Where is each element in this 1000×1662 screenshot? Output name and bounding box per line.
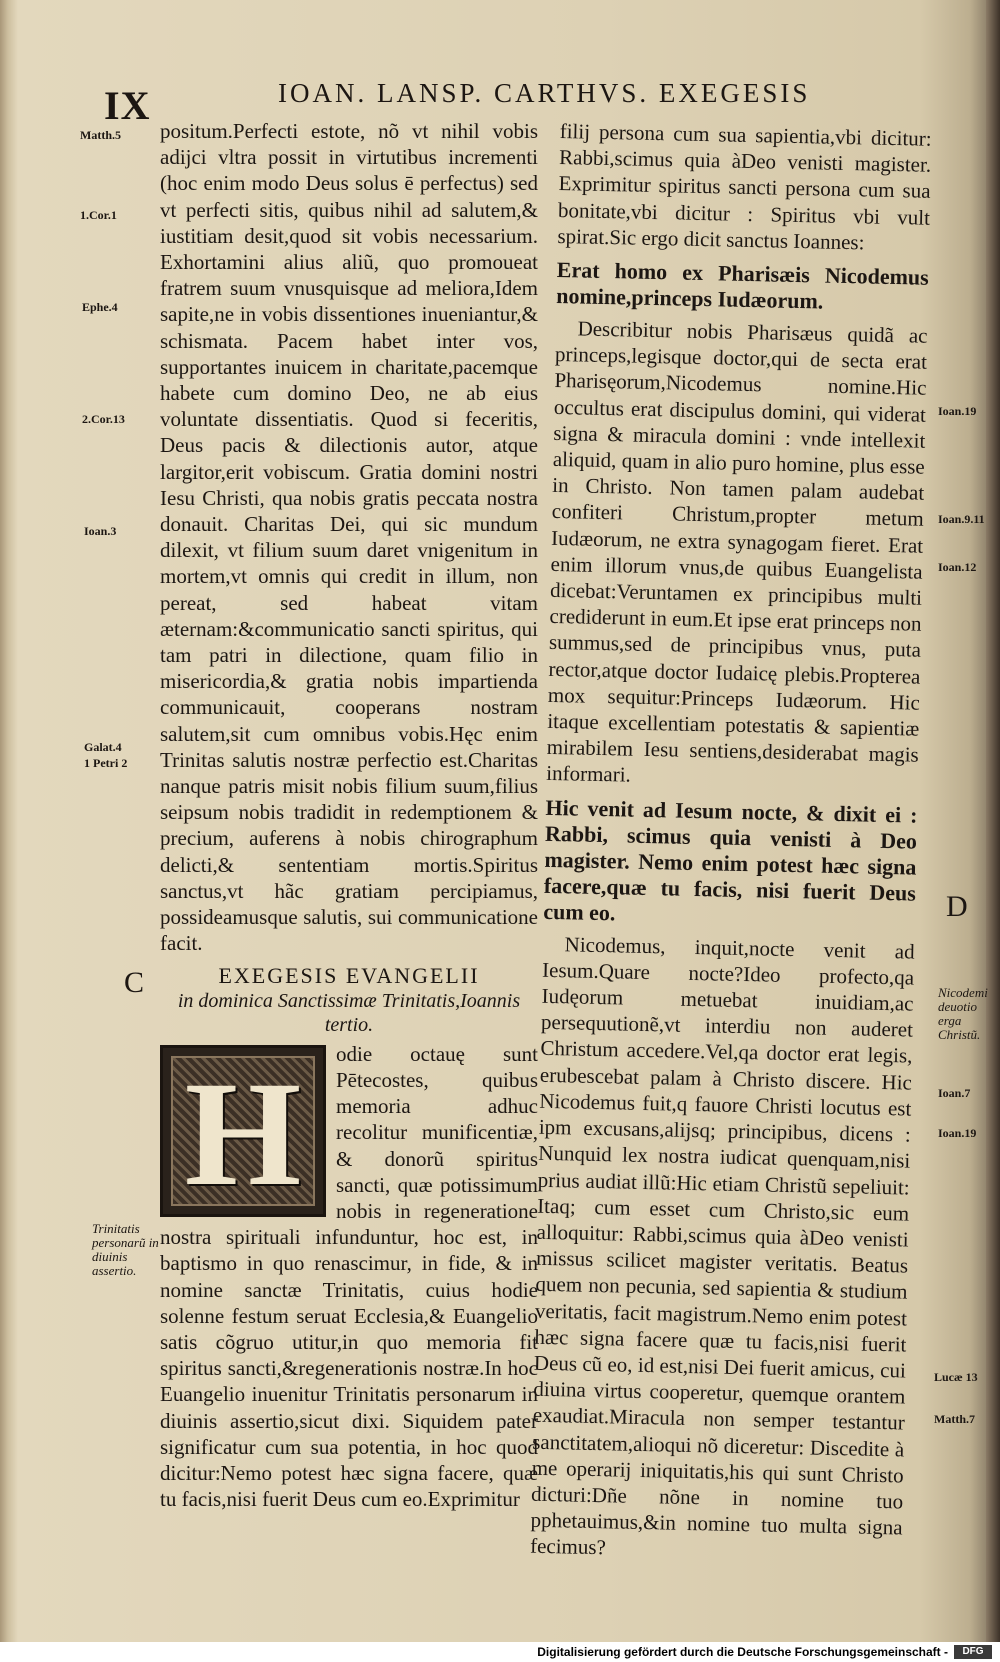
section-title-sub: in dominica Sanctissimæ Trinitatis,Ioannis tertio. [177, 989, 521, 1036]
margin-note-ioan19: Ioan.19 [938, 404, 977, 418]
margin-note-1cor1: 1.Cor.1 [80, 208, 117, 222]
right-paragraph-3: Nicodemus, inquit,nocte venit ad Iesum.Quare nocte?Ideo profecto,qa Iudęorum metuebat inuidiam,ac persequutionẽ,vt interdiu non auderet Christum accedere.Vel,qa doctor erat legis, erubescebat palam à Christo discere. Hic Nicodemus fuit,q fauore Christi locutus est ipm excusans,alijsq; principibus, dicens : Nunquid lex nostra iudicat quenquam,nisi prius audiat illũ:Hic etiam Christũ sepeliuit: Itaq; cum esset cum Christo,sic eum alloquitur: Rabbi,scimus quia àDeo venisti missus scilicet magister veritatis. Beatus quem non pecunia, sed sapientia & studium veritatis, facit magistrum.Nemo enim potest hæc signa facere quæ tu facis,nisi fuerit Deus cũ eo, id est,nisi Dei fuerit amicus, cui diuina virtus cooperetur, quemque orantem exaudiat.Miracula non semper testantur sanctitatem,alioqui nõ diceretur: Discedite à me operarij iniquitatis,his qui sunt Christo dicturi:Dñe nõne in nomine tuo pphetauimus,&in nomine tuo multa signa fecimus? [529, 931, 915, 1560]
right-paragraph-2: Describitur nobis Pharisæus quidã ac princeps,legisque doctor,qui de secta erat Pharisęorum,Nicodemus nomine.Hic occultus erat discipulus domini, qui viderat signa & miracula domini : vnde intellexit aliquid, quam in alio puro homine, plus esse in Christo. Non tamen palam audebat confiteri Christum,propter metum Iudæorum, ne extra synagogam fieret. Erat enim illorum vnus,de quibus Euangelista dicebat:Veruntamen ex principibus multi crediderunt in eum.Et ipse erat princeps non summus,sed de principibus vnus, puta rector,atque doctor Iudaicę plebis.Propterea mox sequitur:Princeps Iudæorum. Hic itaque excellentiam potestatis & sapientiæ mirabilem Iesu sentiens,desiderabat magis informari. [546, 316, 928, 788]
margin-note-galat4: Galat.4 [84, 740, 122, 754]
initial-letter: H [184, 1050, 302, 1217]
page-edge [986, 0, 1000, 1662]
margin-note-ephe4: Ephe.4 [82, 300, 118, 314]
digitization-footer [0, 1642, 1000, 1662]
margin-note-matth7: Matth.7 [934, 1412, 975, 1426]
margin-note-nicodemi: Nicodemi deuotio erga Christũ. [938, 985, 988, 1042]
margin-note-matth5: Matth.5 [80, 128, 121, 142]
gospel-lemma-1: Erat homo ex Pharisæis Nicodemus nomine,princeps Iudæorum. [556, 256, 930, 314]
margin-note-ioan7: Ioan.7 [938, 1086, 971, 1100]
section-title [160, 963, 538, 1037]
folio-number: IX [104, 83, 151, 128]
section-letter-c: C [124, 966, 145, 999]
margin-note-1petri2: 1 Petri 2 [84, 756, 128, 770]
margin-note-lucae13: Lucæ 13 [934, 1370, 978, 1384]
margin-note-ioan19b: Ioan.19 [938, 1126, 977, 1140]
right-column [530, 118, 932, 1567]
margin-note-ioan3: Ioan.3 [84, 524, 117, 538]
margin-note-trinitatis: Trinitatis personarũ in diuinis assertio. [92, 1221, 159, 1278]
margin-note-ioan12: Ioan.12 [938, 560, 977, 574]
footer-credit: Digitalisierung gefördert durch die Deutsche Forschungsgemeinschaft - [537, 1645, 948, 1659]
margin-note-ioan9-11: Ioan.9.11 [938, 512, 985, 526]
left-paragraph-1: positum.Perfecti estote, nõ vt nihil vobis adijci vltra possit in virtutibus incrementi (hoc enim modo Deus solus ē perfectus) sed vt perfecti sitis, quibus nihil ad salutem,& iustitiam desit,quod sit vobis necessarium. Exhortamini alius aliũ, quo promoueat fratrem suum vnusquisque ad meliora,Idem sapite,ne in vobis dissentiones inueniantur,& schismata. Pacem habet inter vos, supportantes inuicem in charitate,pacemque habete cum domino Deo, ne ab eius voluntate dissentiatis. Quod si feceritis, Deus pacis & dilectionis autor, atque largitor,erit vobiscum. Gratia domini nostri Iesu Christi, qua nobis gratis peccata nostra donauit. Charitas Dei, qui sic mundum dilexit, vt filium suum daret vnigenitum in mortem,vt omnis qui credit in illum, non pereat, sed habeat vitam æternam:&communicatio sancti spiritus, qui tam patri in dilectione, quam filio in misericordia,& gratia nobis impartienda communicauit, cooperans nostram salutem,sit cum omnibus vobis.Hęc enim Trinitas salutis nostræ perfectio est.Charitas nanque patris misit nobis filium suum,filius seipsum nobis tradidit in redemptionem & precium, auferens à nobis chirographum delicti,& sententiam mortis.Spiritus sanctus,vt hãc gratiam percipiamus, possideamusque salutis, sui communicatione facit. [160, 119, 538, 956]
margin-note-2cor13: 2.Cor.13 [82, 412, 125, 426]
section-letter-d: D [946, 890, 968, 923]
left-paragraph-2: odie octauę sunt Pētecostes, quibus memoria adhuc recolitur munificentiæ, & donorũ spiritus sancti, quæ potissimum nobis in regeneratione nostra spirituali infunduntur, hoc est, in baptismo in quo renascimur, in fide, & in nomine sanctæ Trinitatis, cuius hodie solenne festum seruat Ecclesia,& Euangelio satis cõgruo utitur,in quo memoria fit spiritus sancti,&regenerationis nostræ.In hoc Euangelio inuenitur Trinitatis personarum in diuinis assertio,sicut dixi. Siquidem pater significatur cum sua potentia, in hoc quod dicitur:Nemo potest hæc signa facere, quæ tu facis,nisi fuerit Deus cum eo.Exprimitur [160, 1041, 538, 1512]
section-title-main: EXEGESIS EVANGELII [218, 962, 480, 988]
running-head: IOAN. LANSP. CARTHVS. EXEGESIS [278, 78, 811, 108]
left-column [160, 118, 538, 1512]
right-paragraph-1: filij persona cum sua sapientia,vbi dicitur: Rabbi,scimus quia àDeo venisti magister. Exprimitur spiritus sancti persona cum sua bonitate,vbi dicitur : Spiritus vbi vult spirat.Sic ergo dicit sanctus Ioannes: [557, 118, 932, 255]
dfg-logo: DFG [954, 1645, 992, 1659]
gospel-lemma-2: Hic venit ad Iesum nocte, & dixit ei : Rabbi, scimus quia venisti à Deo magister. Nemo enim potest hæc signa facere,quæ tu facis, nisi fuerit Deus cum eo. [543, 794, 918, 926]
decorated-initial [160, 1045, 326, 1217]
